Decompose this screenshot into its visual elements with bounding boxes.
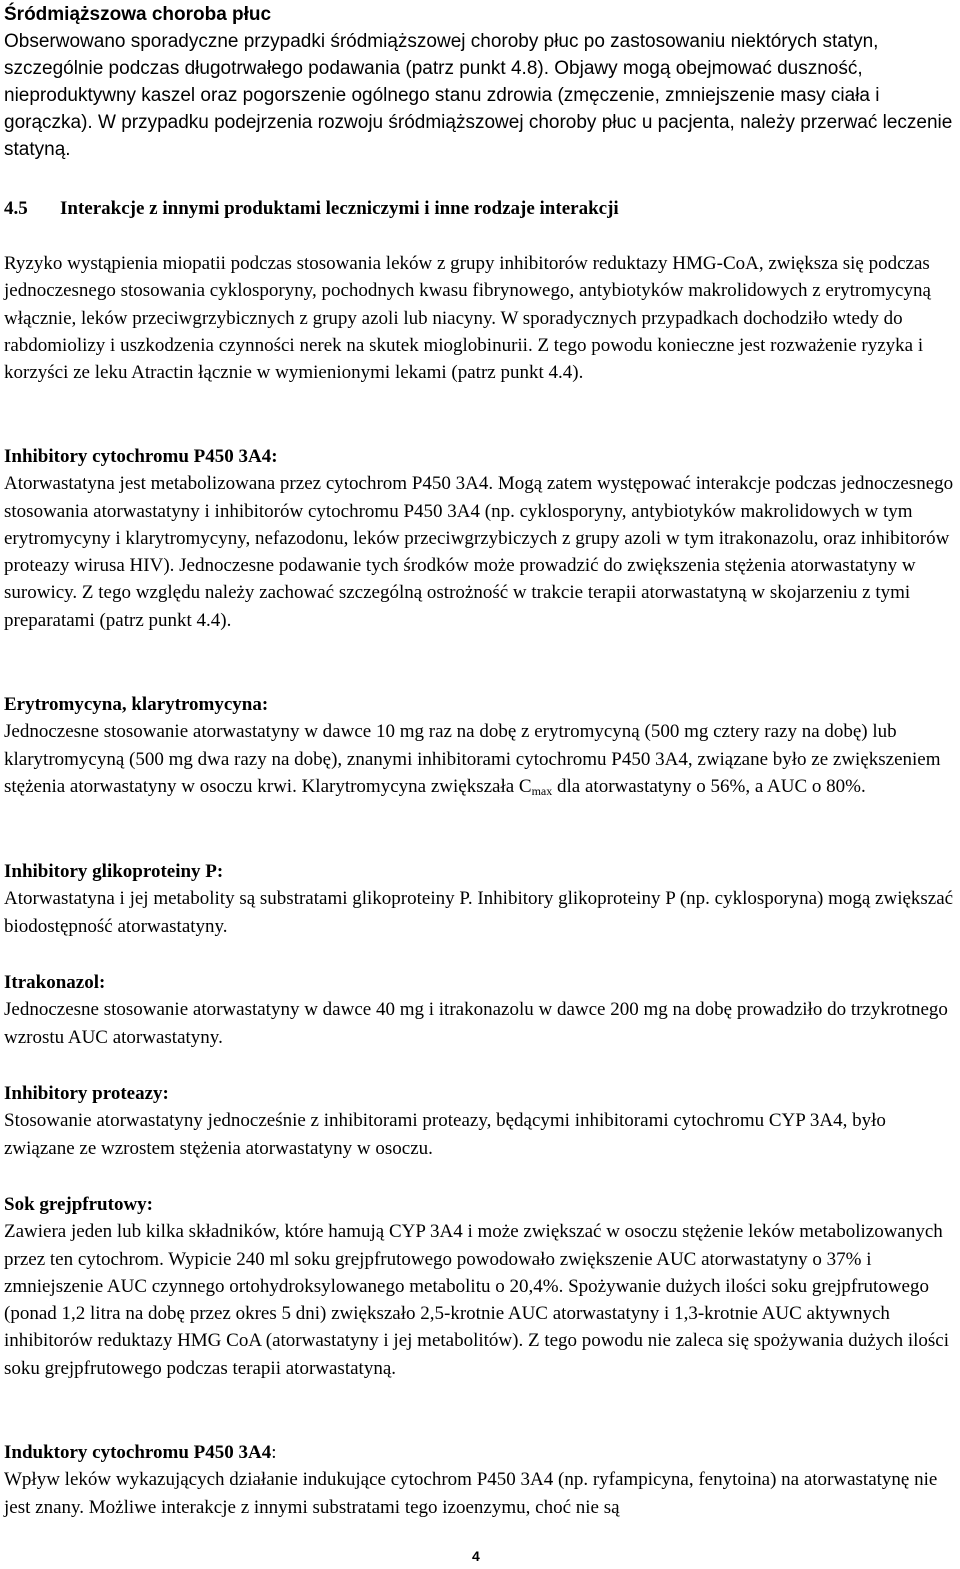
subsection-protease-inhibitors xyxy=(4,1080,956,1162)
interstitial-lung-disease-section xyxy=(4,2,956,163)
subsection-erythromycin xyxy=(4,691,956,800)
subsection-heading-colon: : xyxy=(271,1442,277,1463)
subsection-heading-text: Induktory cytochromu P450 3A4 xyxy=(4,1442,272,1463)
paragraph: Wpływ leków wykazujących działanie indukujące cytochrom P450 3A4 (np. ryfampicyna, fenytoina) na atorwastatynę nie jest znany. Możliwe interakcje z innymi substratami tego izoenzymu, choć nie są xyxy=(4,1469,938,1518)
subsection-itraconazole xyxy=(4,969,956,1051)
paragraph: Stosowanie atorwastatyny jednocześnie z inhibitorami proteazy, będącymi inhibitorami cytochromu CYP 3A4, było związane ze wzrostem stężenia atorwastatyny w osoczu. xyxy=(4,1110,886,1159)
subsection-heading xyxy=(4,1439,956,1466)
subsection-heading: Itrakonazol: xyxy=(4,972,106,993)
section-intro-paragraph: Ryzyko wystąpienia miopatii podczas stosowania leków z grupy inhibitorów reduktazy HMG-CoA, zwiększa się podczas jednoczesnego stosowania cyklosporyny, pochodnych kwasu fibrynowego, antybiotyków makrolidowych z erytromycyną włącznie, leków przeciwgrzybicznych z grupy azoli lub niacyny. W sporadycznych przypadkach dochodziło wtedy do rabdomiolizy i uszkodzenia czynności nerek na skutek mioglobinurii. Z tego powodu konieczne jest rozważenie ryzyka i korzyści ze leku Atractin łącznie w wymienionymi lekami (patrz punkt 4.4). xyxy=(4,253,931,384)
subscript-max: max xyxy=(531,783,553,798)
section-4-5 xyxy=(4,196,956,222)
subsection-cyp-inducers xyxy=(4,1439,956,1521)
subsection-heading: Erytromycyna, klarytromycyna: xyxy=(4,694,269,715)
subsection-heading: Inhibitory glikoproteiny P: xyxy=(4,861,224,882)
section-title xyxy=(4,196,956,222)
section-title-text: Interakcje z innymi produktami leczniczymi i inne rodzaje interakcji xyxy=(60,198,619,219)
subsection-heading: Inhibitory cytochromu P450 3A4: xyxy=(4,446,278,467)
paragraph: Zawiera jeden lub kilka składników, które hamują CYP 3A4 i może zwiększać w osoczu stężenie leków metabolizowanych przez ten cytochrom. Wypicie 240 ml soku grejpfrutowego powodowało zwiększenie AUC atorwastatyny o 37% i zmniejszenie AUC czynnego ortohydroksylowanego metabolitu o 20,4%. Spożywanie dużych ilości soku grejpfrutowego (ponad 1,2 litra na dobę przez okres 5 dni) zwiększało 2,5-krotnie AUC atorwastatyny i 1,3-krotnie AUC aktywnych inhibitorów reduktazy HMG CoA (atorwastatyny i jej metabolitów). Z tego powodu nie zaleca się spożywania dużych ilości soku grejpfrutowego podczas terapii atorwastatyną. xyxy=(4,1221,950,1379)
subsection-heading: Inhibitory proteazy: xyxy=(4,1083,169,1104)
paragraph: Atorwastatyna i jej metabolity są substratami glikoproteiny P. Inhibitory glikoproteiny P (np. cyklosporyna) mogą zwiększać biodostępność atorwastatyny. xyxy=(4,888,954,937)
paragraph xyxy=(4,718,956,800)
subsection-cyp-inhibitors xyxy=(4,443,956,634)
subsection-grapefruit xyxy=(4,1191,956,1382)
section-number: 4.5 xyxy=(4,198,28,219)
paragraph: Atorwastatyna jest metabolizowana przez cytochrom P450 3A4. Mogą zatem występować interakcje podczas jednoczesnego stosowania atorwastatyny i inhibitorów cytochromu P450 3A4 (np. cyklosporyny, antybiotyków makrolidowych w tym erytromycyny i klarytromycyny, nefazodonu, leków przeciwgrzybiczych z grupy azoli w tym itrakonazolu, oraz inhibitorów proteazy wirusa HIV). Jednoczesne podawanie tych środków może prowadzić do zwiększenia stężenia atorwastatyny w surowicy. Z tego względu należy zachować szczególną ostrożność w trakcie terapii atorwastatyną w skojarzeniu z tymi preparatami (patrz punkt 4.4). xyxy=(4,473,954,631)
paragraph: Jednoczesne stosowanie atorwastatyny w dawce 40 mg i itrakonazolu w dawce 200 mg na dobę prowadziło do trzykrotnego wzrostu AUC atorwastatyny. xyxy=(4,999,948,1048)
subsection-heading: Sok grejpfrutowy: xyxy=(4,1194,154,1215)
paragraph-text-end: dla atorwastatyny o 56%, a AUC o 80%. xyxy=(552,775,866,797)
subsection-heading: Śródmiąższowa choroba płuc xyxy=(4,4,272,25)
paragraph: Obserwowano sporadyczne przypadki śródmiąższowej choroby płuc po zastosowaniu niektórych statyn, szczególnie podczas długotrwałego podawania (patrz punkt 4.8). Objawy mogą obejmować duszność, nieproduktywny kaszel oraz pogorszenie ogólnego stanu zdrowia (zmęczenie, zmniejszenie masy ciała i gorączka). W przypadku podejrzenia rozwoju śródmiąższowej choroby płuc u pacjenta, należy przerwać leczenie statyną. xyxy=(4,31,953,160)
subsection-pgp-inhibitors xyxy=(4,858,956,940)
paragraph-text: Jednoczesne stosowanie atorwastatyny w dawce 10 mg raz na dobę z erytromycyną (500 mg cztery razy na dobę) lub klarytromycyną (500 mg dwa razy na dobę), znanymi inhibitorami cytochromu P450 3A4, związane było ze zwiększeniem stężenia atorwastatyny w osoczu krwi. Klarytromycyna zwiększała C xyxy=(4,721,941,797)
page-number: 4 xyxy=(472,1548,480,1564)
